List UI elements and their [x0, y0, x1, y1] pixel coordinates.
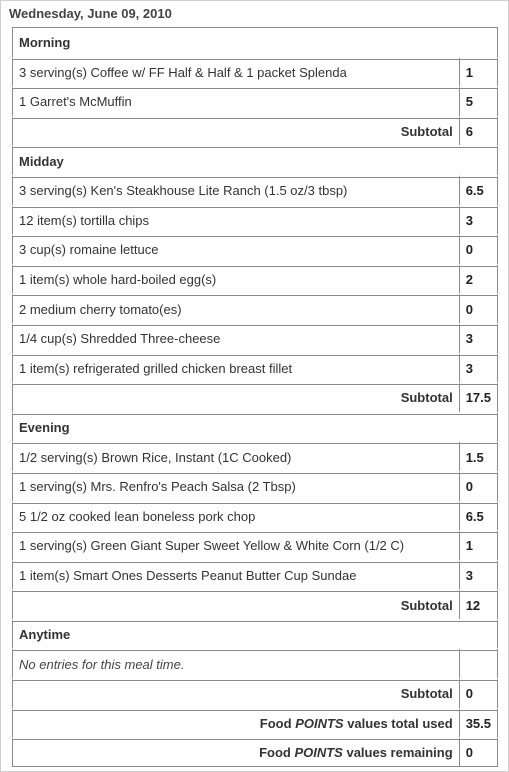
- total-used-label: [12, 708, 459, 738]
- empty-meal-note: No entries for this meal time.: [12, 648, 459, 678]
- food-points: 0: [459, 471, 498, 501]
- food-points: 6.5: [459, 501, 498, 531]
- subtotal-value-midday: 17.5: [459, 382, 498, 412]
- food-points: 5: [459, 86, 498, 116]
- food-points: 3: [459, 560, 498, 590]
- food-points: 1: [459, 530, 498, 560]
- food-description[interactable]: 1 item(s) refrigerated grilled chicken breast fillet: [12, 353, 459, 383]
- food-points: 0: [459, 234, 498, 264]
- points-word: POINTS: [295, 715, 344, 731]
- food-entry-row[interactable]: [12, 293, 498, 323]
- food-points: 2: [459, 264, 498, 294]
- food-entry-row[interactable]: [12, 560, 498, 590]
- food-description[interactable]: 2 medium cherry tomato(es): [12, 293, 459, 323]
- meal-title-morning: Morning: [12, 27, 498, 57]
- subtotal-label: Subtotal: [12, 382, 459, 412]
- total-used-suffix: values total used: [343, 715, 453, 731]
- subtotal-value-anytime: 0: [459, 678, 498, 708]
- food-points: 1.5: [459, 441, 498, 471]
- food-entry-row[interactable]: [12, 353, 498, 383]
- food-entry-row[interactable]: [12, 57, 498, 87]
- remaining-label: [12, 737, 459, 767]
- remaining-suffix: values remaining: [342, 745, 453, 761]
- remaining-value: 0: [459, 737, 498, 767]
- empty-points-cell: [459, 648, 498, 678]
- food-entry-row[interactable]: [12, 323, 498, 353]
- food-entry-row[interactable]: [12, 441, 498, 471]
- food-description[interactable]: 1 item(s) Smart Ones Desserts Peanut Butter Cup Sundae: [12, 560, 459, 590]
- meal-title-evening: Evening: [12, 412, 498, 442]
- total-used-row: [12, 708, 498, 738]
- subtotal-value-morning: 6: [459, 116, 498, 146]
- food-description[interactable]: 3 cup(s) romaine lettuce: [12, 234, 459, 264]
- food-entry-row[interactable]: [12, 234, 498, 264]
- food-entry-row[interactable]: [12, 205, 498, 235]
- total-prefix: Food: [259, 715, 296, 731]
- food-description[interactable]: 3 serving(s) Ken's Steakhouse Lite Ranch (1.5 oz/3 tbsp): [12, 175, 459, 205]
- total-prefix: Food: [259, 745, 295, 761]
- total-used-value: 35.5: [459, 708, 498, 738]
- food-description[interactable]: 12 item(s) tortilla chips: [12, 205, 459, 235]
- food-entry-row[interactable]: [12, 264, 498, 294]
- meal-title-midday: Midday: [12, 145, 498, 175]
- meal-header-row: [12, 619, 498, 649]
- subtotal-value-evening: 12: [459, 589, 498, 619]
- points-word: POINTS: [294, 745, 343, 761]
- food-entry-row[interactable]: [12, 501, 498, 531]
- food-description[interactable]: 5 1/2 oz cooked lean boneless pork chop: [12, 501, 459, 531]
- food-entry-row[interactable]: [12, 175, 498, 205]
- meal-header-row: [12, 27, 498, 57]
- log-date: Wednesday, June 09, 2010: [9, 6, 172, 21]
- subtotal-row: [12, 678, 498, 708]
- food-points: 6.5: [459, 175, 498, 205]
- food-description[interactable]: 1/2 serving(s) Brown Rice, Instant (1C Cooked): [12, 441, 459, 471]
- food-description[interactable]: 1 Garret's McMuffin: [12, 86, 459, 116]
- food-points: 1: [459, 57, 498, 87]
- meal-header-row: [12, 145, 498, 175]
- subtotal-row: [12, 382, 498, 412]
- food-points: 3: [459, 205, 498, 235]
- food-entry-row[interactable]: [12, 86, 498, 116]
- food-points: 3: [459, 353, 498, 383]
- subtotal-label: Subtotal: [12, 589, 459, 619]
- food-points: 3: [459, 323, 498, 353]
- food-description[interactable]: 3 serving(s) Coffee w/ FF Half & Half & 1 packet Splenda: [12, 57, 459, 87]
- remaining-row: [12, 737, 498, 767]
- subtotal-label: Subtotal: [12, 678, 459, 708]
- meal-title-anytime: Anytime: [12, 619, 498, 649]
- food-points: 0: [459, 293, 498, 323]
- food-description[interactable]: 1/4 cup(s) Shredded Three-cheese: [12, 323, 459, 353]
- food-description[interactable]: 1 serving(s) Mrs. Renfro's Peach Salsa (2 Tbsp): [12, 471, 459, 501]
- food-entry-row[interactable]: [12, 530, 498, 560]
- meal-header-row: [12, 412, 498, 442]
- subtotal-row: [12, 589, 498, 619]
- empty-meal-row: [12, 648, 498, 678]
- subtotal-label: Subtotal: [12, 116, 459, 146]
- food-log-table: [12, 27, 498, 767]
- food-entry-row[interactable]: [12, 471, 498, 501]
- subtotal-row: [12, 116, 498, 146]
- food-description[interactable]: 1 serving(s) Green Giant Super Sweet Yellow & White Corn (1/2 C): [12, 530, 459, 560]
- food-description[interactable]: 1 item(s) whole hard-boiled egg(s): [12, 264, 459, 294]
